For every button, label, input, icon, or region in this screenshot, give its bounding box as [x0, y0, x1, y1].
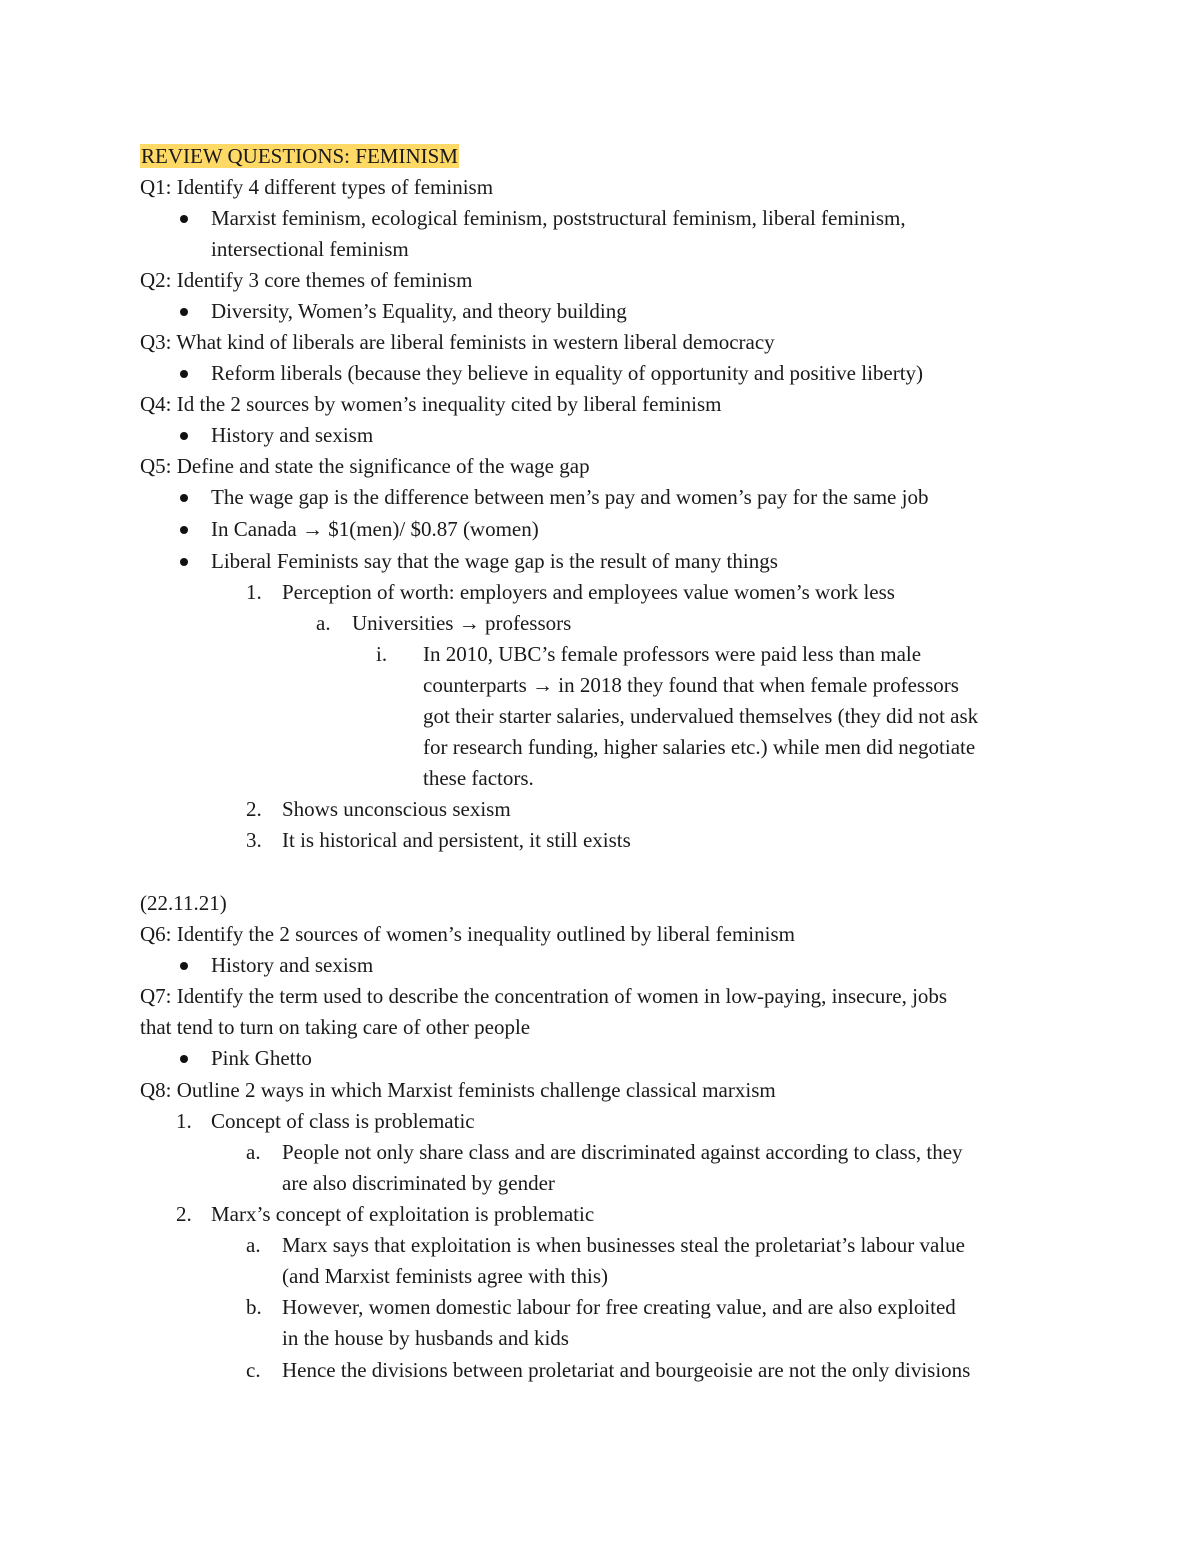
- bullet-icon: [180, 1055, 188, 1063]
- q2-answer: Diversity, Women’s Equality, and theory building: [211, 299, 627, 323]
- title-highlight: REVIEW QUESTIONS: FEMINISM: [141, 144, 458, 168]
- q7-question-line1: Q7: Identify the term used to describe the concentration of women in low-paying, insecure, jobs: [140, 984, 948, 1008]
- page-title: [140, 141, 459, 172]
- bullet-icon: [180, 370, 188, 378]
- bullet-icon: [180, 494, 188, 502]
- q7-question-line2: that tend to turn on taking care of other people: [140, 1015, 531, 1039]
- q2-question: Q2: Identify 3 core themes of feminism: [140, 268, 473, 292]
- q8-item1a-line2: are also discriminated by gender: [282, 1171, 555, 1195]
- q5-item1ai-line5: these factors.: [423, 766, 534, 790]
- q8-item1a-line1: People not only share class and are discriminated against according to class, they: [282, 1140, 963, 1164]
- q8-item2b-line2: in the house by husbands and kids: [282, 1326, 569, 1350]
- q3-answer: Reform liberals (because they believe in equality of opportunity and positive liberty): [211, 361, 924, 385]
- list-marker: 2.: [246, 797, 262, 821]
- q5-bullet3: Liberal Feminists say that the wage gap is the result of many things: [211, 549, 778, 573]
- q7-answer: Pink Ghetto: [211, 1046, 312, 1070]
- q8-item2a-line1: Marx says that exploitation is when businesses steal the proletariat’s labour value: [282, 1233, 965, 1257]
- q5-item3: It is historical and persistent, it still exists: [282, 828, 631, 852]
- q5-item1ai-line3: got their starter salaries, undervalued themselves (they did not ask: [423, 704, 979, 728]
- q4-question: Q4: Id the 2 sources by women’s inequality cited by liberal feminism: [140, 392, 722, 416]
- list-marker: 1.: [246, 580, 262, 604]
- date-label: (22.11.21): [140, 891, 227, 915]
- q5-bullet1: The wage gap is the difference between men’s pay and women’s pay for the same job: [211, 485, 929, 509]
- q5-item1a: Universities → professors: [352, 611, 572, 635]
- q5-item1ai-line2: counterparts → in 2018 they found that when female professors: [423, 673, 959, 697]
- list-marker: 2.: [176, 1202, 192, 1226]
- q5-question: Q5: Define and state the significance of the wage gap: [140, 454, 590, 478]
- list-marker: 1.: [176, 1109, 192, 1133]
- q1-question: Q1: Identify 4 different types of feminism: [140, 175, 494, 199]
- q8-item1: Concept of class is problematic: [211, 1109, 475, 1133]
- list-marker: b.: [246, 1295, 262, 1319]
- q6-answer: History and sexism: [211, 953, 374, 977]
- list-marker: a.: [246, 1233, 261, 1257]
- q8-item2a-line2: (and Marxist feminists agree with this): [282, 1264, 609, 1288]
- q4-answer: History and sexism: [211, 423, 374, 447]
- list-marker: 3.: [246, 828, 262, 852]
- q3-question: Q3: What kind of liberals are liberal feminists in western liberal democracy: [140, 330, 775, 354]
- q6-question: Q6: Identify the 2 sources of women’s inequality outlined by liberal feminism: [140, 922, 795, 946]
- q1-answer-line2: intersectional feminism: [211, 237, 409, 261]
- q8-item2c: Hence the divisions between proletariat and bourgeoisie are not the only divisions: [282, 1358, 971, 1382]
- q8-item2: Marx’s concept of exploitation is problematic: [211, 1202, 595, 1226]
- list-marker: c.: [246, 1358, 261, 1382]
- bullet-icon: [180, 432, 188, 440]
- q5-item1: Perception of worth: employers and employees value women’s work less: [282, 580, 895, 604]
- list-marker: i.: [376, 642, 388, 666]
- list-marker: a.: [316, 611, 331, 635]
- bullet-icon: [180, 215, 188, 223]
- q8-item2b-line1: However, women domestic labour for free creating value, and are also exploited: [282, 1295, 956, 1319]
- q5-item1ai-line4: for research funding, higher salaries etc.) while men did negotiate: [423, 735, 976, 759]
- q5-item1ai-line1: In 2010, UBC’s female professors were paid less than male: [423, 642, 922, 666]
- q1-answer-line1: Marxist feminism, ecological feminism, poststructural feminism, liberal feminism,: [211, 206, 906, 230]
- bullet-icon: [180, 962, 188, 970]
- q8-question: Q8: Outline 2 ways in which Marxist feminists challenge classical marxism: [140, 1078, 776, 1102]
- list-marker: a.: [246, 1140, 261, 1164]
- bullet-icon: [180, 558, 188, 566]
- q5-bullet2: In Canada → $1(men)/ $0.87 (women): [211, 517, 539, 541]
- bullet-icon: [180, 308, 188, 316]
- bullet-icon: [180, 526, 188, 534]
- q5-item2: Shows unconscious sexism: [282, 797, 511, 821]
